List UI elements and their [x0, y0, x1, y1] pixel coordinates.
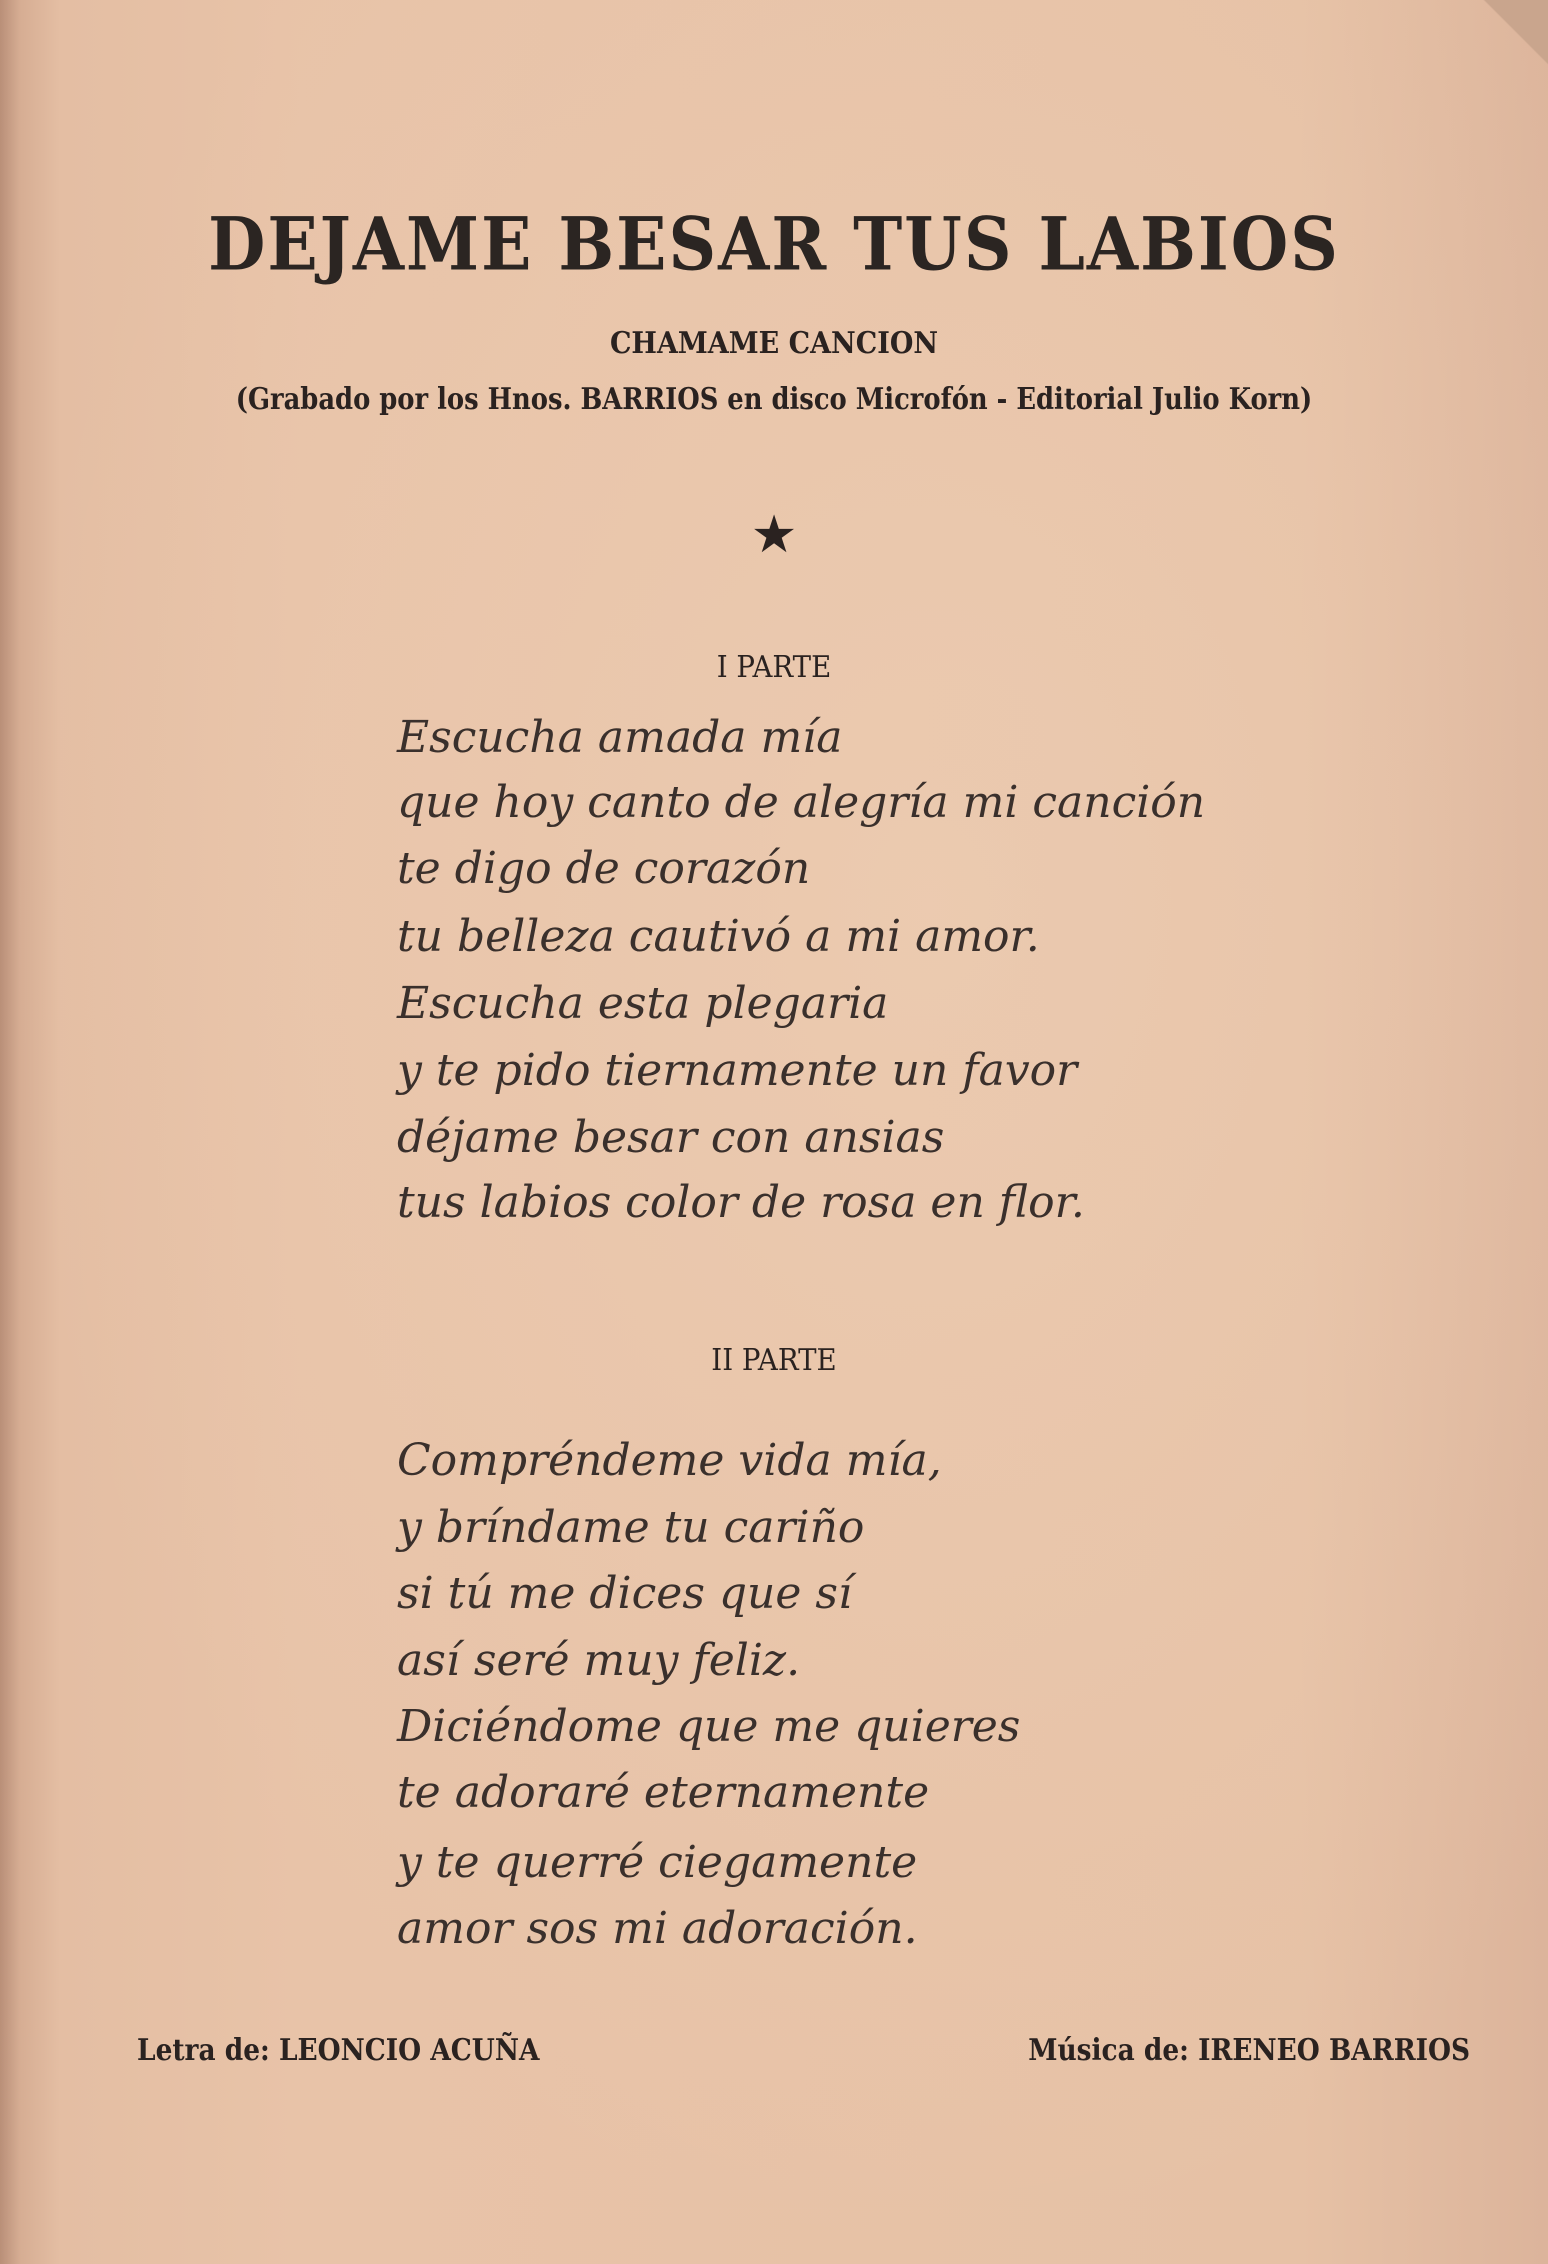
verse-line: y bríndame tu cariño — [397, 1502, 865, 1553]
composer-credit: Música de: IRENEO BARRIOS — [1028, 2033, 1470, 2068]
verse-line: Escucha amada mía — [397, 712, 843, 763]
verse-line: déjame besar con ansias — [397, 1112, 945, 1163]
verse-line: y te querré ciegamente — [397, 1837, 918, 1888]
verse-line: Compréndeme vida mía, — [397, 1435, 942, 1486]
folded-page-corner — [1458, 0, 1548, 120]
recording-credit: (Grabado por los Hnos. BARRIOS en disco Microfón - Editorial Julio Korn) — [235, 382, 1313, 417]
part-1-heading: I PARTE — [716, 650, 832, 685]
verse-line: que hoy canto de alegría mi canción — [397, 777, 1206, 828]
verse-line: Escucha esta plegaria — [397, 978, 889, 1029]
part-2-heading: II PARTE — [711, 1343, 837, 1378]
verse-line: te adoraré eternamente — [397, 1767, 930, 1818]
song-title: DEJAME BESAR TUS LABIOS — [208, 201, 1340, 287]
verse-line: así seré muy feliz. — [397, 1635, 801, 1686]
verse-line: te digo de corazón — [397, 843, 811, 894]
lyricist-credit: Letra de: LEONCIO ACUÑA — [137, 2033, 540, 2068]
song-genre: CHAMAME CANCION — [609, 326, 939, 361]
verse-line: si tú me dices que sí — [397, 1568, 853, 1619]
verse-line: tu belleza cautivó a mi amor. — [397, 911, 1040, 962]
star-ornament-icon: ★ — [750, 505, 798, 565]
verse-line: Diciéndome que me quieres — [397, 1701, 1021, 1752]
verse-line: amor sos mi adoración. — [397, 1903, 918, 1954]
verse-line: tus labios color de rosa en flor. — [397, 1177, 1085, 1228]
verse-line: y te pido tiernamente un favor — [397, 1045, 1078, 1096]
